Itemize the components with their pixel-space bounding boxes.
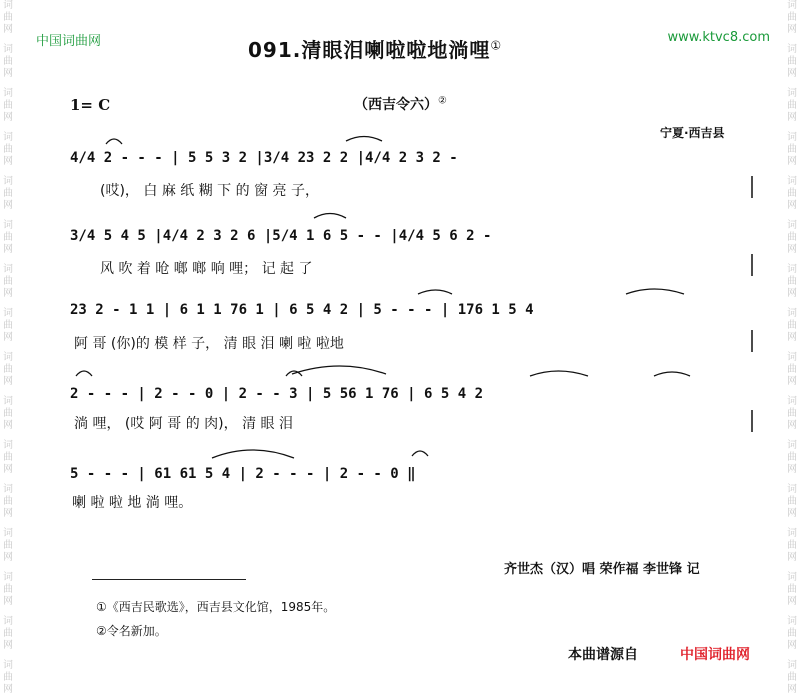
slur-row3-a <box>418 290 452 294</box>
watermark-left <box>1 0 15 695</box>
score-lyrics-row-4: 淌 哩， (哎 阿 哥 的 肉)， 清 眼 泪 <box>74 416 293 432</box>
slur-row4-c <box>654 372 690 376</box>
watermark-word: 词 曲 网 <box>787 660 797 695</box>
watermark-word: 词 曲 网 <box>787 396 797 431</box>
slur-row1-a <box>346 137 382 142</box>
watermark-word: 词 曲 网 <box>3 44 13 79</box>
score-notes-row-2: 3/4 5 4 5 |4/4 2 3 2 6 |5/4 1 6 5 - - |4/4 5 6 2 - <box>70 228 492 244</box>
watermark-word: 词 曲 网 <box>787 44 797 79</box>
slur-row5-a <box>212 450 294 458</box>
watermark-right <box>785 0 799 695</box>
watermark-word: 词 曲 网 <box>3 484 13 519</box>
score-notes-row-1: 4/4 2 - - - | 5 5 3 2 |3/4 23 2 2 |4/4 2 3 2 - <box>70 150 458 166</box>
watermark-word: 词 曲 网 <box>3 88 13 123</box>
song-subtitle <box>354 94 447 114</box>
title-footnote-mark: ① <box>490 38 503 53</box>
source-label: 本曲谱源自 <box>568 647 638 663</box>
watermark-word: 词 曲 网 <box>787 440 797 475</box>
watermark-word: 词 曲 网 <box>3 220 13 255</box>
score-notes-row-4: 2 - - - | 2 - - 0 | 2 - - 3 | 5 56 1 76 | 6 5 4 2 <box>70 386 484 402</box>
watermark-word: 词 曲 网 <box>787 176 797 211</box>
region-label: 宁夏·西吉县 <box>660 126 725 140</box>
score-lyrics-row-3: 阿 哥 (你)的 模 样 子， 清 眼 泪 喇 啦 啦地 <box>74 336 344 352</box>
watermark-word: 词 曲 网 <box>3 440 13 475</box>
fermata-row1 <box>106 139 122 144</box>
slur-row3-b <box>626 289 684 294</box>
watermark-word: 词 曲 网 <box>787 0 797 35</box>
fermata-row5 <box>412 451 428 456</box>
watermark-word: 词 曲 网 <box>3 660 13 695</box>
footnote-1: ①《西吉民歌选》，西吉县文化馆，1985年。 <box>96 600 336 614</box>
watermark-word: 词 曲 网 <box>3 396 13 431</box>
song-title-text: 091.清眼泪喇啦啦地淌哩 <box>248 38 491 62</box>
watermark-word: 词 曲 网 <box>787 308 797 343</box>
song-title <box>248 34 502 63</box>
watermark-word: 词 曲 网 <box>787 220 797 255</box>
site-name-left[interactable]: 中国词曲网 <box>36 34 102 49</box>
watermark-word: 词 曲 网 <box>3 176 13 211</box>
source-site-link[interactable]: 中国词曲网 <box>680 647 750 663</box>
watermark-word: 词 曲 网 <box>787 132 797 167</box>
score-notes-row-5: 5 - - - | 61 61 5 4 | 2 - - - | 2 - - 0 ‖ <box>70 466 416 482</box>
watermark-word: 词 曲 网 <box>3 0 13 35</box>
score-lyrics-row-5: 喇 啦 啦 地 淌 哩。 <box>72 495 193 511</box>
watermark-word: 词 曲 网 <box>3 308 13 343</box>
watermark-word: 词 曲 网 <box>787 88 797 123</box>
watermark-word: 词 曲 网 <box>3 132 13 167</box>
slur-row2-a <box>314 214 346 219</box>
watermark-word: 词 曲 网 <box>3 264 13 299</box>
fermata-row4 <box>76 371 92 376</box>
watermark-word: 词 曲 网 <box>787 484 797 519</box>
watermark-word: 词 曲 网 <box>787 572 797 607</box>
slur-row4-b <box>530 371 588 376</box>
song-subtitle-text: （西吉令六） <box>354 97 438 113</box>
site-url-right[interactable]: www.ktvc8.com <box>667 30 770 45</box>
watermark-word: 词 曲 网 <box>787 264 797 299</box>
fermata-row4-b <box>286 371 302 376</box>
key-signature: 1= C <box>70 96 111 114</box>
score-notes-row-3: 23 2 - 1 1 | 6 1 1 76 1 | 6 5 4 2 | 5 - - - | 176 1 5 4 <box>70 302 534 318</box>
score-lyrics-row-1: (哎)， 白 麻 纸 糊 下 的 窗 亮 子， <box>100 183 319 199</box>
watermark-word: 词 曲 网 <box>787 352 797 387</box>
slur-row4-a <box>292 366 386 374</box>
footnote-2: ②令名新加。 <box>96 624 167 638</box>
subtitle-footnote-mark: ② <box>438 95 447 107</box>
watermark-word: 词 曲 网 <box>3 572 13 607</box>
watermark-word: 词 曲 网 <box>3 528 13 563</box>
watermark-word: 词 曲 网 <box>787 616 797 651</box>
score-lyrics-row-2: 风 吹 着 呛 啷 啷 响 哩； 记 起 了 <box>100 261 313 277</box>
footnote-rule <box>92 579 246 580</box>
watermark-word: 词 曲 网 <box>3 352 13 387</box>
watermark-word: 词 曲 网 <box>3 616 13 651</box>
watermark-word: 词 曲 网 <box>787 528 797 563</box>
performer-credits: 齐世杰（汉）唱 荣作福 李世锋 记 <box>504 562 700 577</box>
